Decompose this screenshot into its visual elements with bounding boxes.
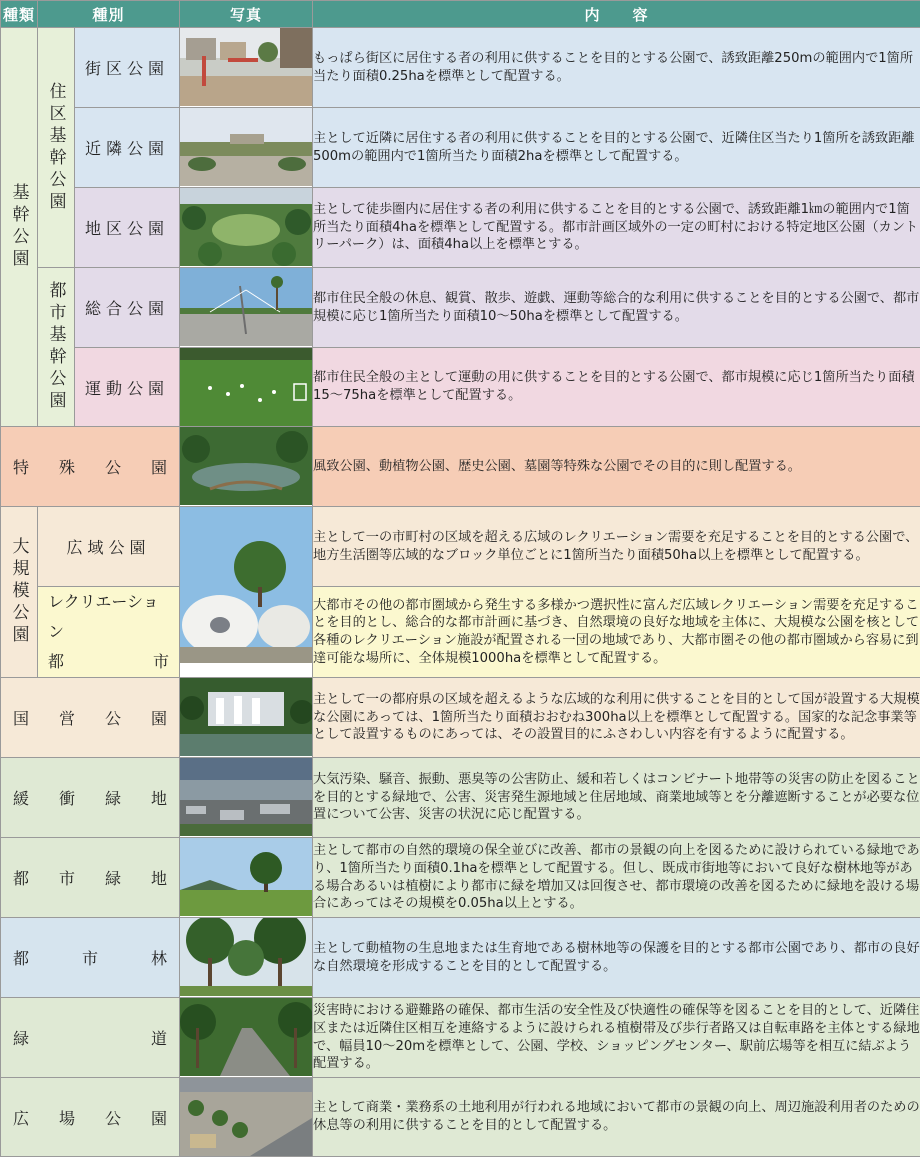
table-row xyxy=(1,108,920,188)
urban-green-photo xyxy=(180,838,313,918)
type-name xyxy=(1,455,179,478)
type-name-national xyxy=(1,678,180,758)
description: 主として近隣に居住する者の利用に供することを目的とする公園で、近隣住区当たり1箇所を誘致距離500mの範囲内で1箇所当たり面積2haを標準として配置する。 xyxy=(313,108,920,188)
description: 風致公園、動植物公園、歴史公園、墓園等特殊な公園でその目的に則し配置する。 xyxy=(313,427,920,507)
table-row xyxy=(1,758,920,838)
plaza-park-photo xyxy=(180,1078,313,1157)
char: 地 xyxy=(151,866,167,889)
type-name xyxy=(1,786,179,809)
char: 園 xyxy=(151,1106,167,1129)
type-name-urban-green xyxy=(1,838,180,918)
description: 主として都市の自然的環境の保全並びに改善、都市の景観の向上を図るために設けられている緑地であり、1箇所当たり面積0.1haを標準として配置する。但し、既成市街地等において良好な樹林地等がある場合あるいは植樹により都市に緑を増加又は回復させ、都市環境の改善を図るために緑地を設ける場合にあってはその規模を0.05ha以上とする。 xyxy=(313,838,920,918)
type-name-line2 xyxy=(48,647,169,677)
table-row xyxy=(1,507,920,587)
type-name: 街区公園 xyxy=(75,28,180,108)
neighborhood-park-photo xyxy=(180,108,313,188)
description: 大気汚染、騒音、振動、悪臭等の公害防止、緩和若しくはコンビナート地帯等の災害の防止を図ることを目的とする緑地で、公害、災害発生源地域と住居地域、商業地域等とを分離遮断することが必要な位置について公害、災害の状況に応じ配置する。 xyxy=(313,758,920,838)
char: 地 xyxy=(151,786,167,809)
description: 災害時における避難路の確保、都市生活の安全性及び快適性の確保等を図ることを目的として、近隣住区または近隣住区相互を連絡するように設けられる植樹帯及び歩行者路又は自転車路を主体とする緑地で、幅員10～20mを標準として、公園、学校、ショッピングセンター、駅前広場等を相互に結ぶよう配置する。 xyxy=(313,998,920,1078)
char: 道 xyxy=(151,1026,167,1049)
table-row xyxy=(1,348,920,427)
urban-forest-photo xyxy=(180,918,313,998)
group-kikan-cell xyxy=(1,28,38,427)
char: 市 xyxy=(82,946,98,969)
table-row xyxy=(1,918,920,998)
char: 公 xyxy=(105,706,121,729)
description: 主として商業・業務系の土地利用が行われる地域において都市の景観の向上、周辺施設利用者のための休息等の利用に供することを目的として配置する。 xyxy=(313,1078,920,1157)
type-name-line1: レクリエーション xyxy=(48,587,169,647)
general-park-photo xyxy=(180,268,313,348)
char: 場 xyxy=(59,1106,75,1129)
table-row xyxy=(1,587,920,678)
green-way-photo xyxy=(180,998,313,1078)
type-name-special xyxy=(1,427,180,507)
table-row xyxy=(1,1078,920,1157)
char: 衝 xyxy=(59,786,75,809)
group-toshi-kikan-cell xyxy=(38,268,75,427)
large-scale-park-photo xyxy=(180,507,313,678)
group-daikibo-label: 大規模公園 xyxy=(7,537,32,647)
description: 主として徒歩圏内に居住する者の利用に供することを目的とする公園で、誘致距離1㎞の範囲内で1箇所当たり面積4haを標準として配置する。都市計画区域外の一定の町村における特定地区公園（カントリーパーク）は、面積4ha以上を標準とする。 xyxy=(313,188,920,268)
char: 園 xyxy=(151,455,167,478)
table-row xyxy=(1,838,920,918)
type-name: 広域公園 xyxy=(38,507,180,587)
table-header-row xyxy=(1,1,920,28)
national-park-photo xyxy=(180,678,313,758)
special-park-photo xyxy=(180,427,313,507)
char: 都 xyxy=(48,647,64,677)
district-park-photo xyxy=(180,188,313,268)
type-name: 運動公園 xyxy=(75,348,180,427)
group-juku-cell xyxy=(38,28,75,268)
char: 園 xyxy=(151,706,167,729)
char: 都 xyxy=(13,946,29,969)
char: 広 xyxy=(13,1106,29,1129)
header-type: 種別 xyxy=(38,1,180,28)
char: 都 xyxy=(13,866,29,889)
description: 都市住民全般の主として運動の用に供することを目的とする公園で、都市規模に応じ1箇所当たり面積15～75haを標準として配置する。 xyxy=(313,348,920,427)
char: 公 xyxy=(105,455,121,478)
char: 殊 xyxy=(59,455,75,478)
char: 市 xyxy=(59,866,75,889)
sports-park-photo xyxy=(180,348,313,427)
table-row xyxy=(1,268,920,348)
table-row xyxy=(1,188,920,268)
type-name-urban-forest xyxy=(1,918,180,998)
type-name xyxy=(1,946,179,969)
type-name xyxy=(38,587,179,677)
char: 特 xyxy=(13,455,29,478)
char: 緑 xyxy=(13,1026,29,1049)
group-kikan-label: 基幹公園 xyxy=(7,183,32,271)
header-kind: 種類 xyxy=(1,1,38,28)
type-name-recreation xyxy=(38,587,180,678)
table-row xyxy=(1,998,920,1078)
description: 主として一の市町村の区域を超える広域のレクリエーション需要を充足することを目的とする公園で、地方生活圏等広域的なブロック単位ごとに1箇所当たり面積50ha以上を標準として配置する。 xyxy=(313,507,920,587)
description: もっぱら街区に居住する者の利用に供することを目的とする公園で、誘致距離250mの範囲内で1箇所当たり面積0.25haを標準として配置する。 xyxy=(313,28,920,108)
type-name xyxy=(1,866,179,889)
char: 緑 xyxy=(105,786,121,809)
type-name: 総合公園 xyxy=(75,268,180,348)
type-name-plaza xyxy=(1,1078,180,1157)
char: 市 xyxy=(153,647,169,677)
group-juku-label: 住区基幹公園 xyxy=(44,82,69,214)
char: 緑 xyxy=(105,866,121,889)
table-row xyxy=(1,678,920,758)
group-toshi-kikan-label: 都市基幹公園 xyxy=(44,281,69,413)
char: 営 xyxy=(59,706,75,729)
char: 林 xyxy=(151,946,167,969)
table-row xyxy=(1,427,920,507)
description: 主として一の都府県の区域を超えるような広域的な利用に供することを目的として国が設置する大規模な公園にあっては、1箇所当たり面積おおむね300ha以上を標準として配置する。国家的な記念事業等として設置するものにあっては、その設置目的にふさわしい内容を有するように配置する。 xyxy=(313,678,920,758)
description: 都市住民全般の休息、観賞、散歩、遊戯、運動等総合的な利用に供することを目的とする公園で、都市規模に応じ1箇所当たり面積10～50haを標準として配置する。 xyxy=(313,268,920,348)
type-name: 地区公園 xyxy=(75,188,180,268)
char: 緩 xyxy=(13,786,29,809)
type-name: 近隣公園 xyxy=(75,108,180,188)
type-name-buffer xyxy=(1,758,180,838)
type-name xyxy=(1,1026,179,1049)
buffer-green-photo xyxy=(180,758,313,838)
char: 公 xyxy=(105,1106,121,1129)
type-name xyxy=(1,1106,179,1129)
type-name xyxy=(1,706,179,729)
description: 主として動植物の生息地または生育地である樹林地等の保護を目的とする都市公園であり、都市の良好な自然環境を形成することを目的として配置する。 xyxy=(313,918,920,998)
header-photo: 写真 xyxy=(180,1,313,28)
header-content: 内 容 xyxy=(313,1,920,28)
char: 国 xyxy=(13,706,29,729)
description: 大都市その他の都市圏域から発生する多様かつ選択性に富んだ広域レクリエーション需要を充足することを目的とし、総合的な都市計画に基づき、自然環境の良好な地域を主体に、大規模な公園を核として各種のレクリエーション施設が配置される一団の地域であり、大都市圏その他の都市圏域から容易に到達可能な場所に、全体規模1000haを標準として配置する。 xyxy=(313,587,920,678)
group-daikibo-cell xyxy=(1,507,38,678)
type-name-green-way xyxy=(1,998,180,1078)
table-row xyxy=(1,28,920,108)
street-park-photo xyxy=(180,28,313,108)
